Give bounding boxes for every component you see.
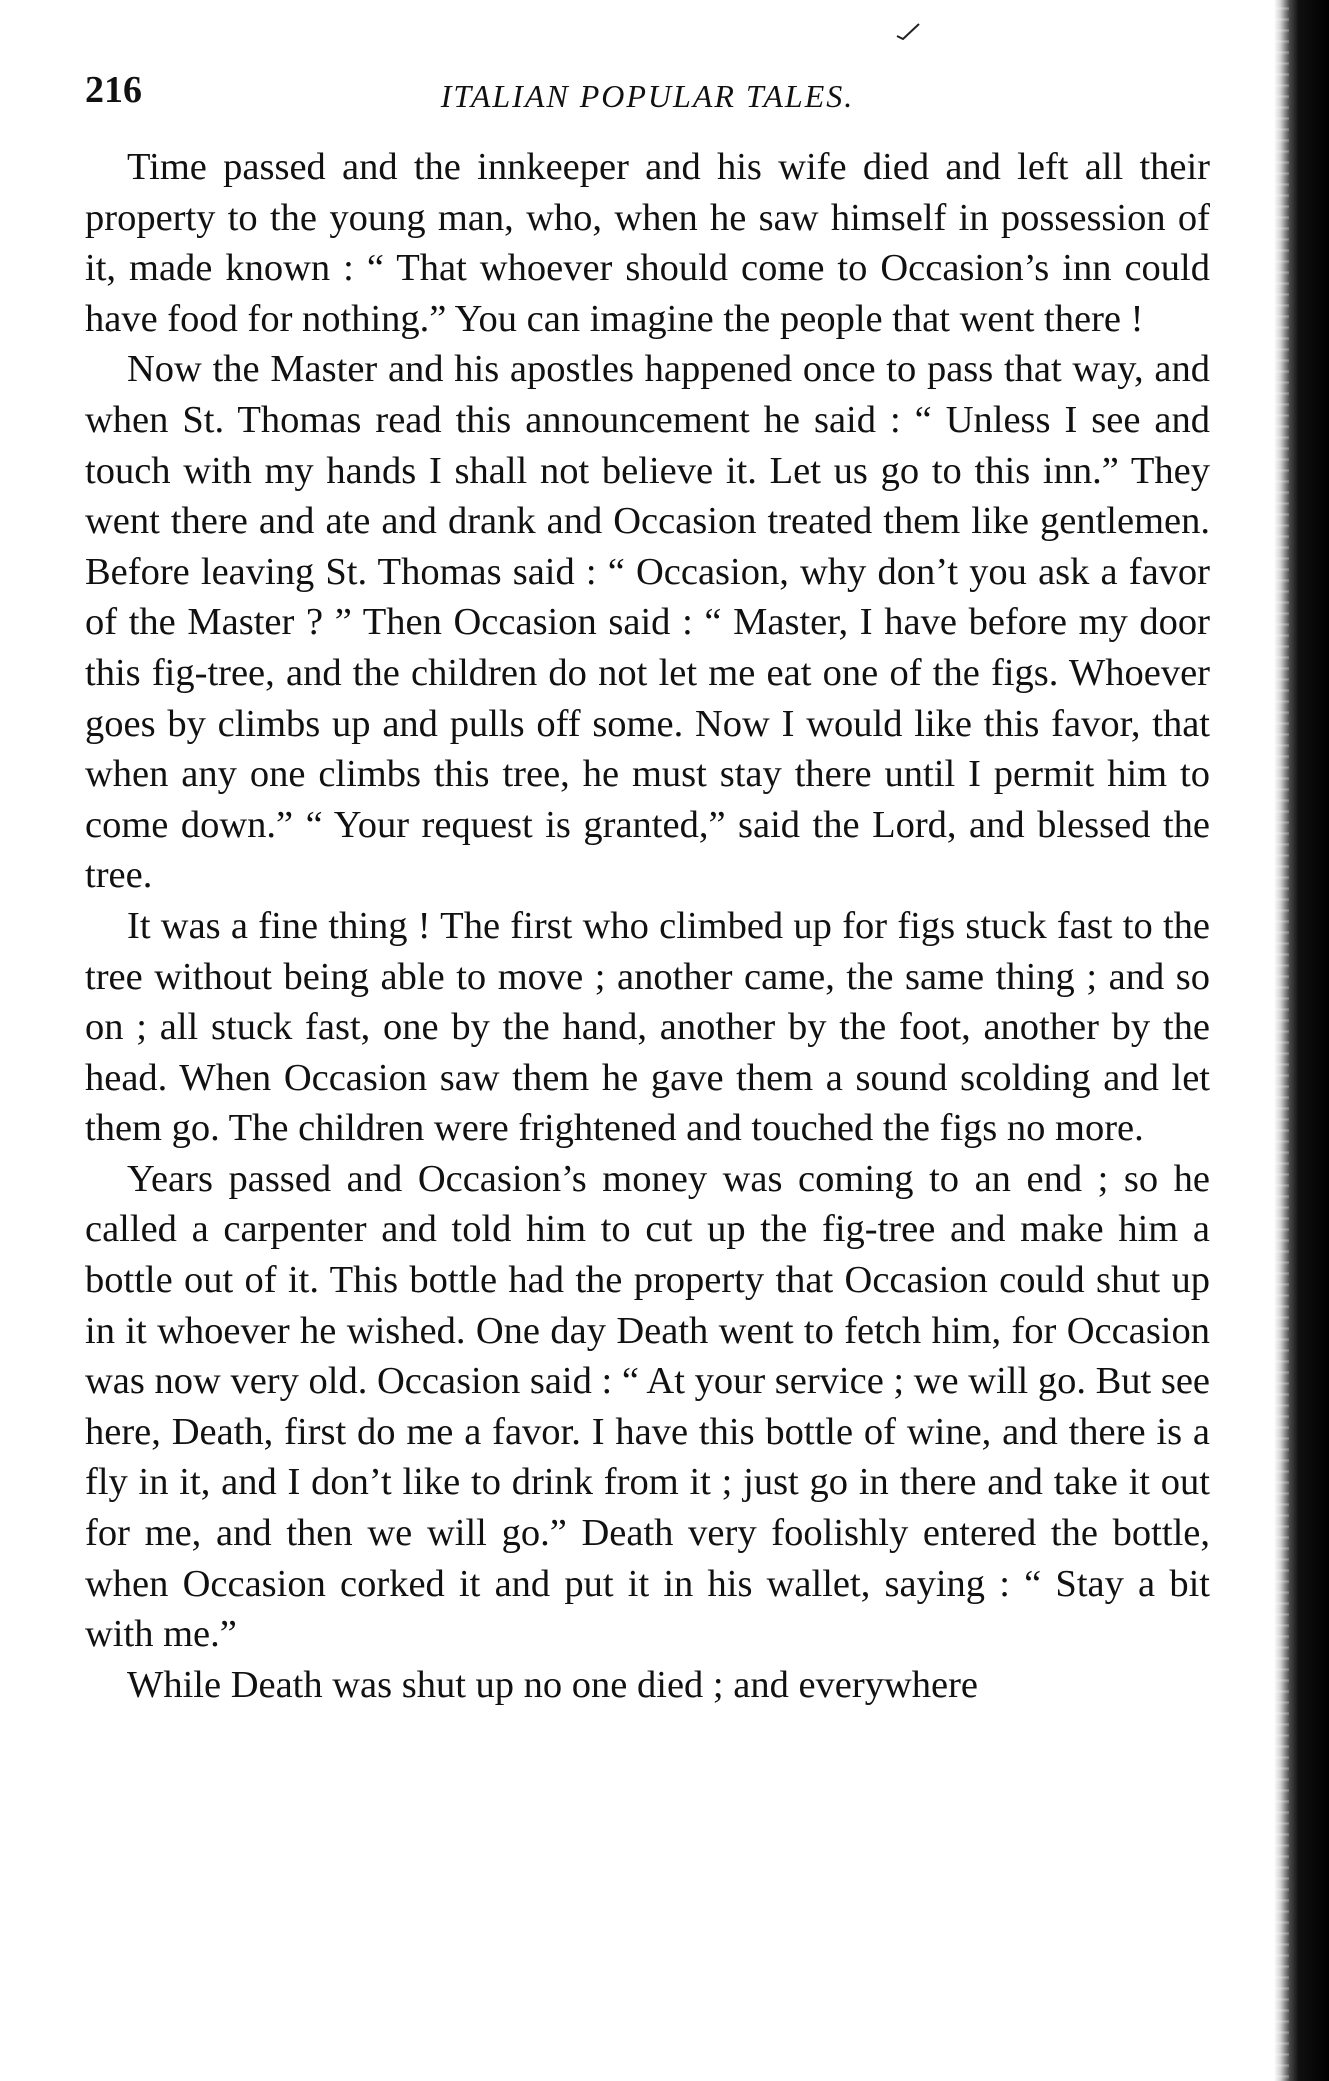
page-number: 216 xyxy=(85,69,142,111)
pencil-check-mark xyxy=(895,22,921,40)
page-edge-texture xyxy=(1275,0,1289,2081)
body-text xyxy=(85,142,1210,1710)
paragraph-2: Now the Master and his apostles happened once to pass that way, and when St. Thomas read this announcement he said : “ Unless I see and touch with my hands I shall not believe it. Let us go to this inn.” They went there and ate and drank and Occasion treated them like gentlemen. Before leaving St. Thomas said : “ Occasion, why don’t you ask a favor of the Master ? ” Then Occasion said : “ Master, I have before my door this fig-tree, and the children do not let me eat one of the figs. Whoever goes by climbs up and pulls off some. Now I would like this favor, that when any one climbs this tree, he must stay there until I permit him to come down.” “ Your request is granted,” said the Lord, and blessed the tree. xyxy=(85,348,1210,897)
book-page xyxy=(85,60,1210,2060)
paragraph-1: Time passed and the innkeeper and his wife died and left all their property to the young man, who, when he saw himself in possession of it, made known : “ That whoever should come to Occasion’s inn could have food for nothing.” You can imagine the people that went there ! xyxy=(85,146,1210,340)
running-title: ITALIAN POPULAR TALES. xyxy=(440,78,855,114)
paragraph-3: It was a fine thing ! The first who climbed up for figs stuck fast to the tree without being able to move ; another came, the same thing ; and so on ; all stuck fast, one by the hand, another by the foot, another by the head. When Occasion saw them he gave them a sound scolding and let them go. The children were frightened and touched the figs no more. xyxy=(85,904,1210,1150)
running-head xyxy=(85,60,1210,134)
paragraph-4: Years passed and Occasion’s money was coming to an end ; so he called a carpenter and told him to cut up the fig-tree and make him a bottle out of it. This bottle had the property that Occasion could shut up in it whoever he wished. One day Death went to fetch him, for Occasion was now very old. Occasion said : “ At your service ; we will go. But see here, Death, first do me a favor. I have this bottle of wine, and there is a fly in it, and I don’t like to drink from it ; just go in there and take it out for me, and then we will go.” Death very foolishly entered the bottle, when Occasion corked it and put it in his wallet, saying : “ Stay a bit with me.” xyxy=(85,1157,1210,1656)
paragraph-5: While Death was shut up no one died ; and everywhere xyxy=(127,1663,979,1706)
